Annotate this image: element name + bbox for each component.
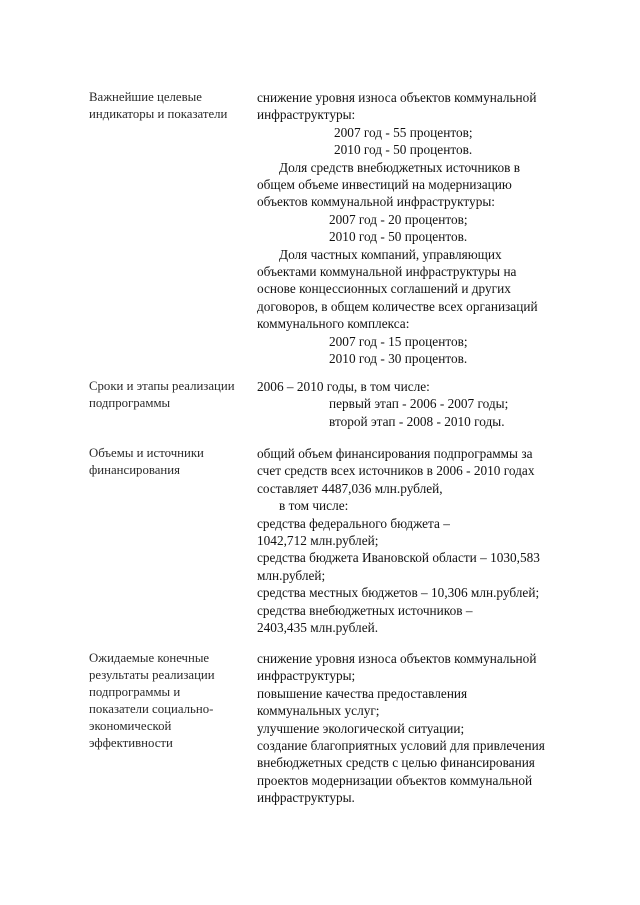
value-line: улучшение экологической ситуации; xyxy=(257,720,465,736)
value-line: объектами коммунальной инфраструктуры на xyxy=(257,264,517,280)
value-line: инфраструктуры; xyxy=(257,668,356,684)
value-line: 2007 год - 15 процентов; xyxy=(329,333,468,349)
label-line: финансирования xyxy=(89,463,180,477)
row-financing-label xyxy=(89,445,259,479)
row-indicators-value xyxy=(257,89,577,368)
value-line: снижение уровня износа объектов коммунальной xyxy=(257,90,537,105)
row-results-value xyxy=(257,650,577,807)
value-line: средства внебюджетных источников – xyxy=(257,602,473,618)
value-line: 2006 – 2010 годы, в том числе: xyxy=(257,379,430,394)
value-line: проектов модернизации объектов коммунальной xyxy=(257,772,533,788)
value-line: Доля средств внебюджетных источников в xyxy=(279,159,520,175)
value-line: договоров, в общем количестве всех организаций xyxy=(257,298,538,314)
value-line: 2010 год - 30 процентов. xyxy=(329,351,468,367)
value-line: инфраструктуры. xyxy=(257,790,355,806)
value-line: общий объем финансирования подпрограммы за xyxy=(257,446,533,461)
value-line: второй этап - 2008 - 2010 годы. xyxy=(329,413,505,429)
row-terms-label xyxy=(89,378,259,412)
value-line: средства федерального бюджета – xyxy=(257,515,450,531)
value-line: создание благоприятных условий для привлечения xyxy=(257,738,545,754)
row-financing-value xyxy=(257,445,577,636)
value-line: коммунальных услуг; xyxy=(257,703,380,719)
value-line: 2007 год - 55 процентов; xyxy=(334,124,473,140)
value-line: коммунального комплекса: xyxy=(257,316,410,332)
label-line: Важнейшие целевые xyxy=(89,90,202,104)
row-terms-value xyxy=(257,378,577,430)
value-line: 2007 год - 20 процентов; xyxy=(329,211,468,227)
label-line: Сроки и этапы реализации xyxy=(89,379,235,393)
label-line: результаты реализации xyxy=(89,668,215,682)
label-line: эффективности xyxy=(89,736,173,750)
value-line: внебюджетных средств с целью финансирования xyxy=(257,755,535,771)
value-line: 2010 год - 50 процентов. xyxy=(329,229,468,245)
value-line: средства бюджета Ивановской области – 1030,583 xyxy=(257,550,540,566)
label-line: показатели социально- xyxy=(89,702,214,716)
value-line: 2010 год - 50 процентов. xyxy=(334,142,473,158)
value-line: снижение уровня износа объектов коммунальной xyxy=(257,651,537,666)
value-line: Доля частных компаний, управляющих xyxy=(279,246,502,262)
value-line: повышение качества предоставления xyxy=(257,685,468,701)
value-line: млн.рублей; xyxy=(257,567,326,583)
label-line: Объемы и источники xyxy=(89,446,204,460)
value-line: в том числе: xyxy=(279,498,349,514)
row-indicators-label xyxy=(89,89,259,123)
value-line: 2403,435 млн.рублей. xyxy=(257,620,379,636)
value-line: объектов коммунальной инфраструктуры: xyxy=(257,194,495,210)
value-line: общем объеме инвестиций на модернизацию xyxy=(257,177,512,193)
label-line: Ожидаемые конечные xyxy=(89,651,210,665)
label-line: индикаторы и показатели xyxy=(89,107,228,121)
value-line: составляет 4487,036 млн.рублей, xyxy=(257,480,443,496)
label-line: экономической xyxy=(89,719,172,733)
label-line: подпрограммы xyxy=(89,396,171,410)
value-line: средства местных бюджетов – 10,306 млн.рублей; xyxy=(257,585,540,601)
row-results-label xyxy=(89,650,259,752)
value-line: инфраструктуры: xyxy=(257,107,356,123)
value-line: 1042,712 млн.рублей; xyxy=(257,533,379,549)
value-line: счет средств всех источников в 2006 - 2010 годах xyxy=(257,463,535,479)
value-line: основе концессионных соглашений и других xyxy=(257,281,511,297)
label-line: подпрограммы и xyxy=(89,685,181,699)
value-line: первый этап - 2006 - 2007 годы; xyxy=(329,396,509,412)
